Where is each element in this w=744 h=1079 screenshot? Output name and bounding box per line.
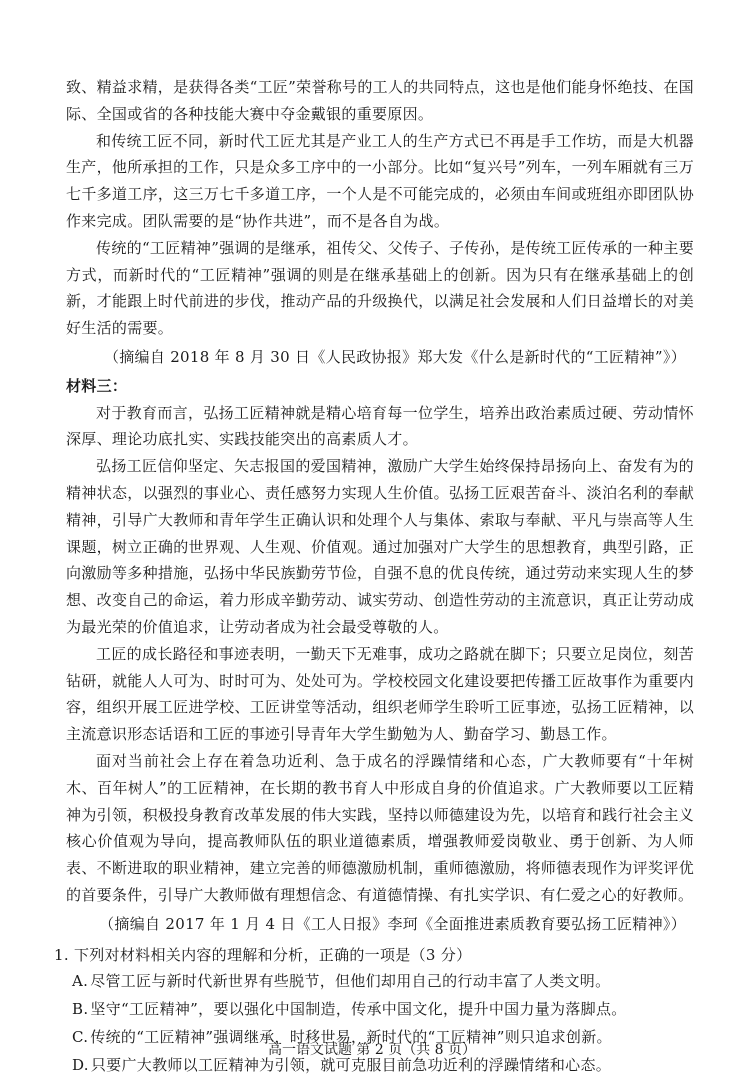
option-a[interactable] [72, 968, 694, 996]
option-letter: D. [72, 1056, 89, 1074]
option-text: 尽管工匠与新时代新世界有些脱节，但他们却用自己的行动丰富了人类文明。 [90, 972, 610, 990]
option-letter: A. [72, 972, 88, 990]
paragraph: 和传统工匠不同，新时代工匠尤其是产业工人的生产方式已不再是手工作坊，而是大机器生产，他所承担的工作，只是众多工序中的一小部分。比如“复兴号”列车，一列车厢就有三万七千多道工序，这三万七千多道工序，一个人是不可能完成的，必须由车间或班组亦即团队协作来完成。团队需要的是“协作共进”，而不是各自为战。 [66, 128, 694, 235]
paragraph: 传统的“工匠精神”强调的是继承，祖传父、父传子、子传孙，是传统工匠传承的一种主要方式，而新时代的“工匠精神”强调的则是在继承基础上的创新。因为只有在继承基础上的创新，才能跟上时代前进的步伐，推动产品的升级换代，以满足社会发展和人们日益增长的对美好生活的需要。 [66, 235, 694, 342]
material-3-heading: 材料三： [66, 373, 694, 400]
paragraph: 弘扬工匠信仰坚定、矢志报国的爱国精神，激励广大学生始终保持昂扬向上、奋发有为的精神状态，以强烈的事业心、责任感努力实现人生价值。弘扬工匠艰苦奋斗、淡泊名利的奉献精神，引导广大教师和青年学生正确认识和处理个人与集体、索取与奉献、平凡与崇高等人生课题，树立正确的世界观、人生观、价值观。通过加强对广大学生的思想教育，典型引路，正向激励等多种措施，弘扬中华民族勤劳节俭，自强不息的优良传统，通过劳动来实现人生的梦想、改变自己的命运，着力形成辛勤劳动、诚实劳动、创造性劳动的主流意识，真正让劳动成为最光荣的价值追求，让劳动者成为社会最受尊敬的人。 [66, 453, 694, 641]
material-2-source: （摘编自 2018 年 8 月 30 日《人民政协报》郑大发《什么是新时代的“工匠精神”》） [66, 344, 694, 371]
option-text: 只要广大教师以工匠精神为引领，就可克服目前急功近利的浮躁情绪和心态。 [91, 1056, 611, 1074]
option-letter: C. [72, 1028, 88, 1046]
page-footer: 高一语文试题 第 2 页（共 8 页） [0, 1039, 744, 1059]
material-3 [66, 400, 694, 909]
option-b[interactable] [72, 996, 694, 1024]
option-letter: B. [72, 1000, 88, 1018]
material-2-continuation [66, 74, 694, 342]
paragraph: 致、精益求精，是获得各类“工匠”荣誉称号的工人的共同特点，这也是他们能身怀绝技、在国际、全国或省的各种技能大赛中夺金戴银的重要原因。 [66, 74, 694, 128]
material-3-source: （摘编自 2017 年 1 月 4 日《工人日报》李珂《全面推进素质教育要弘扬工匠精神》） [66, 911, 694, 938]
paragraph: 工匠的成长路径和事迹表明，一勤天下无难事，成功之路就在脚下；只要立足岗位，刻苦钻研，就能人人可为、时时可为、处处可为。学校校园文化建设要把传播工匠故事作为重要内容，组织开展工匠进学校、工匠讲堂等活动，组织老师学生聆听工匠事迹，弘扬工匠精神，以主流意识形态话语和工匠的事迹引导青年大学生勤勉为人、勤奋学习、勤恳工作。 [66, 641, 694, 748]
option-text: 坚守“工匠精神”，要以强化中国制造，传承中国文化，提升中国力量为落脚点。 [90, 1000, 626, 1018]
paragraph: 对于教育而言，弘扬工匠精神就是精心培育每一位学生，培养出政治素质过硬、劳动情怀深厚、理论功底扎实、实践技能突出的高素质人才。 [66, 400, 694, 454]
option-text: 传统的“工匠精神”强调继承，时移世易，新时代的“工匠精神”则只追求创新。 [90, 1028, 611, 1046]
page-content [66, 74, 694, 1079]
question-stem: 1. 下列对材料相关内容的理解和分析，正确的一项是（3 分） [54, 942, 694, 969]
paragraph: 面对当前社会上存在着急功近利、急于成名的浮躁情绪和心态，广大教师要有“十年树木、百年树人”的工匠精神，在长期的教书育人中形成自身的价值追求。广大教师要以工匠精神为引领，积极投身教育改革发展的伟大实践，坚持以师德建设为先，以培育和践行社会主义核心价值观为导向，提高教师队伍的职业道德素质，增强教师爱岗敬业、勇于创新、为人师表、不断进取的职业精神，建立完善的师德激励机制，重师德激励，将师德表现作为评奖评优的首要条件，引导广大教师做有理想信念、有道德情操、有扎实学识、有仁爱之心的好教师。 [66, 748, 694, 909]
